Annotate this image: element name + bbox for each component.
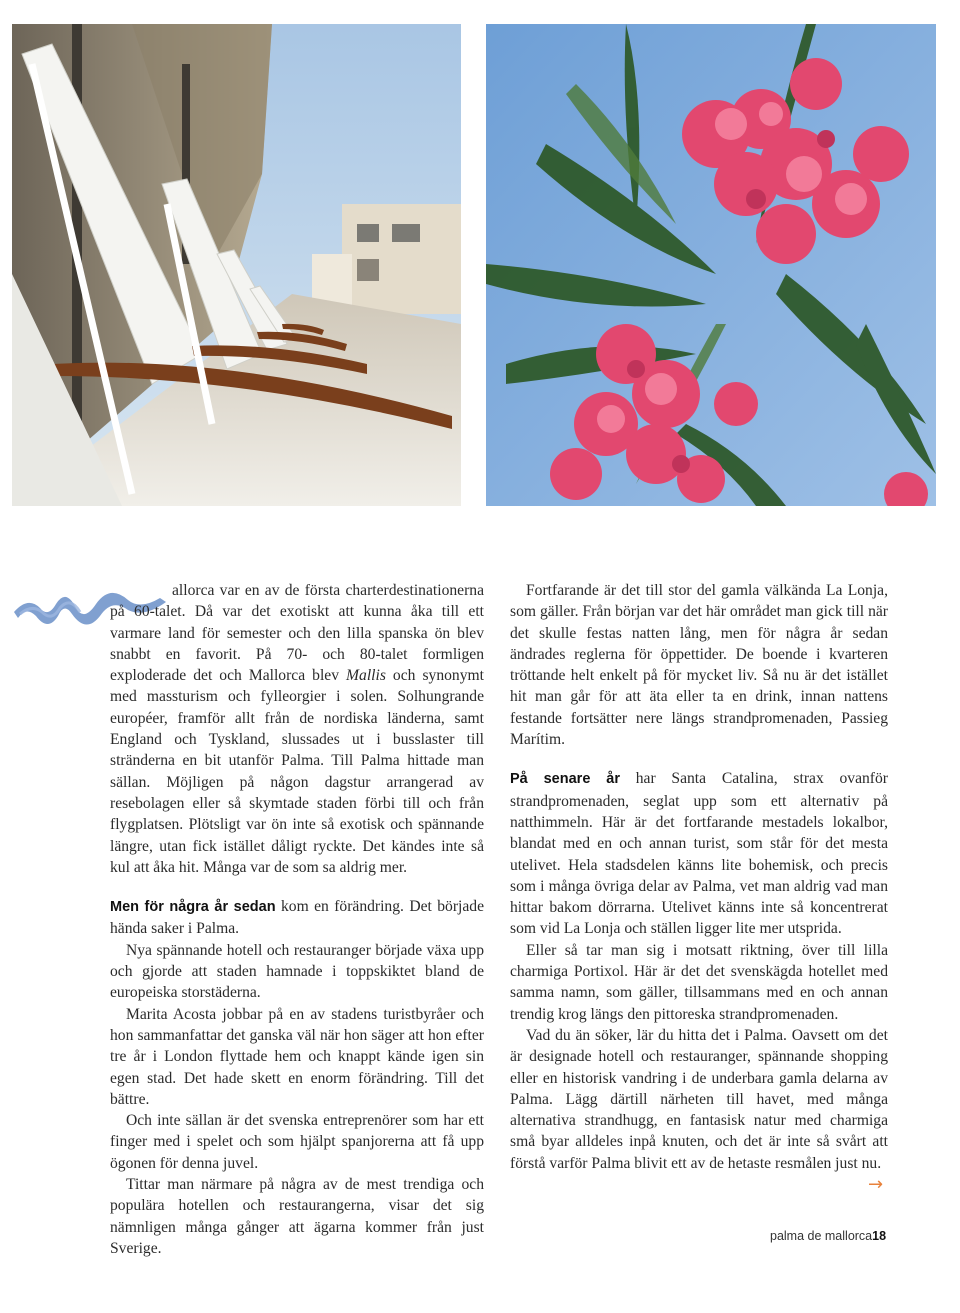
oleander-flowers-photo <box>486 24 936 506</box>
body-paragraph: Tittar man närmare på några av de mest trendiga och populära hotellen och restaurangerna, visar det sig nämnligen många gånger att ägarna kommer från just Sverige. <box>110 1176 484 1257</box>
section-text: har Santa Catalina, strax ovanför strandpromenaden, seglat upp som ett alternativ på natthimmeln. Här är det fortfarande mestadels lokalbor, blandat med en och annan turist, som står för det mesta utelivet. Hela stadsdelen känns lite bohemisk, och precis som i många övriga delar av Palma, vet man aldrig vad man hittar bakom dörrarna. Utelivet känns inte så koncentrerat som vid La Lonja och ställen ligger lite mer utsprida. <box>510 770 888 938</box>
section-lead-in: Men för några år sedan <box>110 899 276 916</box>
body-paragraph: Och inte sällan är det svenska entreprenörer som har ett finger med i spelet och som hjälpt spanjorerna att få upp ögonen för denna juvel. <box>110 1112 484 1172</box>
intro-text-continued: och synonymt med massturism och fylleorgier i solen. Solhungrande européer, framför allt från de nordiska länderna, samt England och Tyskland, slussades ut i busslaster till stränderna en bit utanför Palma. Till Palma hittade man sällan. Möjligen på någon dagstur arrangerad av resebolagen eller så skymtade staden förbi till och från flygplatsen. Plötsligt var ön inte så exotisk och spännande längre, utan fick istället dåligt ryckte. Det kändes inte så kul att åka hit. Många var de som sa aldrig mer. <box>110 667 484 876</box>
intro-paragraph <box>110 580 484 878</box>
section-lead-in: På senare år <box>510 771 620 788</box>
page-footer <box>770 1229 886 1243</box>
terrace-loungers-photo <box>12 24 461 506</box>
body-paragraph: Fortfarande är det till stor del gamla välkända La Lonja, som gäller. Från början var det här området man gick till när det skulle festas natten lång, men för några år sedan ändrades reglerna för öppettider. De boende i kvarteren tröttande helt enkelt på för mycket liv. Så nu är det istället hit man går för att äta eller ta en drink, innan nattens festande fortsätter nere längs strandpromenaden, Passieg Marítim. <box>510 582 888 749</box>
next-page-arrow-icon[interactable]: → <box>868 1174 884 1195</box>
right-article-column <box>510 580 888 1174</box>
body-paragraph: Eller så tar man sig i motsatt riktning, över till lilla charmiga Portixol. Här är det det svenskägda hotellet med samma namn, som gäller, tillsammans med en och annan trendig krog längs den pittoreska strandpromenaden. <box>510 941 888 1023</box>
body-paragraph: Vad du än söker, lär du hitta det i Palma. Oavsett om det är designade hotell och restauranger, spännande shopping eller en historisk vandring i de underbara gamla delarna av Palma. Lägg därtill närheten till havet, med många alternativa strandhugg, en fantasisk natur med charmiga små byar alldeles inpå knuten, och det är inte så svårt att förstå varför Palma blivit ett av de hetaste resmålen just nu. <box>510 1026 888 1172</box>
intro-italic-term: Mallis <box>346 667 386 685</box>
body-paragraph: Nya spännande hotell och restauranger började växa upp och gjorde att staden hamnade i toppskiktet bland de europeiska storstäderna. <box>110 941 484 1002</box>
intro-text: allorca var en av de första charterdestinationerna på 60-talet. Då var det exotiskt att kunna åka till ett varmare land för semester och den lilla spanska ön blev snabbt en favorit. På 70- och 80-talet formligen exploderade det och Mallorca blev <box>110 582 484 685</box>
page-number: 18 <box>872 1229 887 1243</box>
section-paragraph-change <box>110 896 484 940</box>
section-text: kom en förändring. Det började hända saker i Palma. <box>110 898 484 938</box>
section-paragraph-santa-catalina <box>510 768 888 939</box>
footer-section-name: palma de mallorca <box>770 1229 873 1243</box>
body-paragraph: Marita Acosta jobbar på en av stadens turistbyråer och hon sammanfattar det ganska väl när hon säger att hon efter tre år i London flyttade hem och knappt kände igen sin egen stad. Det hade skett en enorm förändring. Till det bättre. <box>110 1005 484 1108</box>
left-article-column <box>110 580 484 1259</box>
